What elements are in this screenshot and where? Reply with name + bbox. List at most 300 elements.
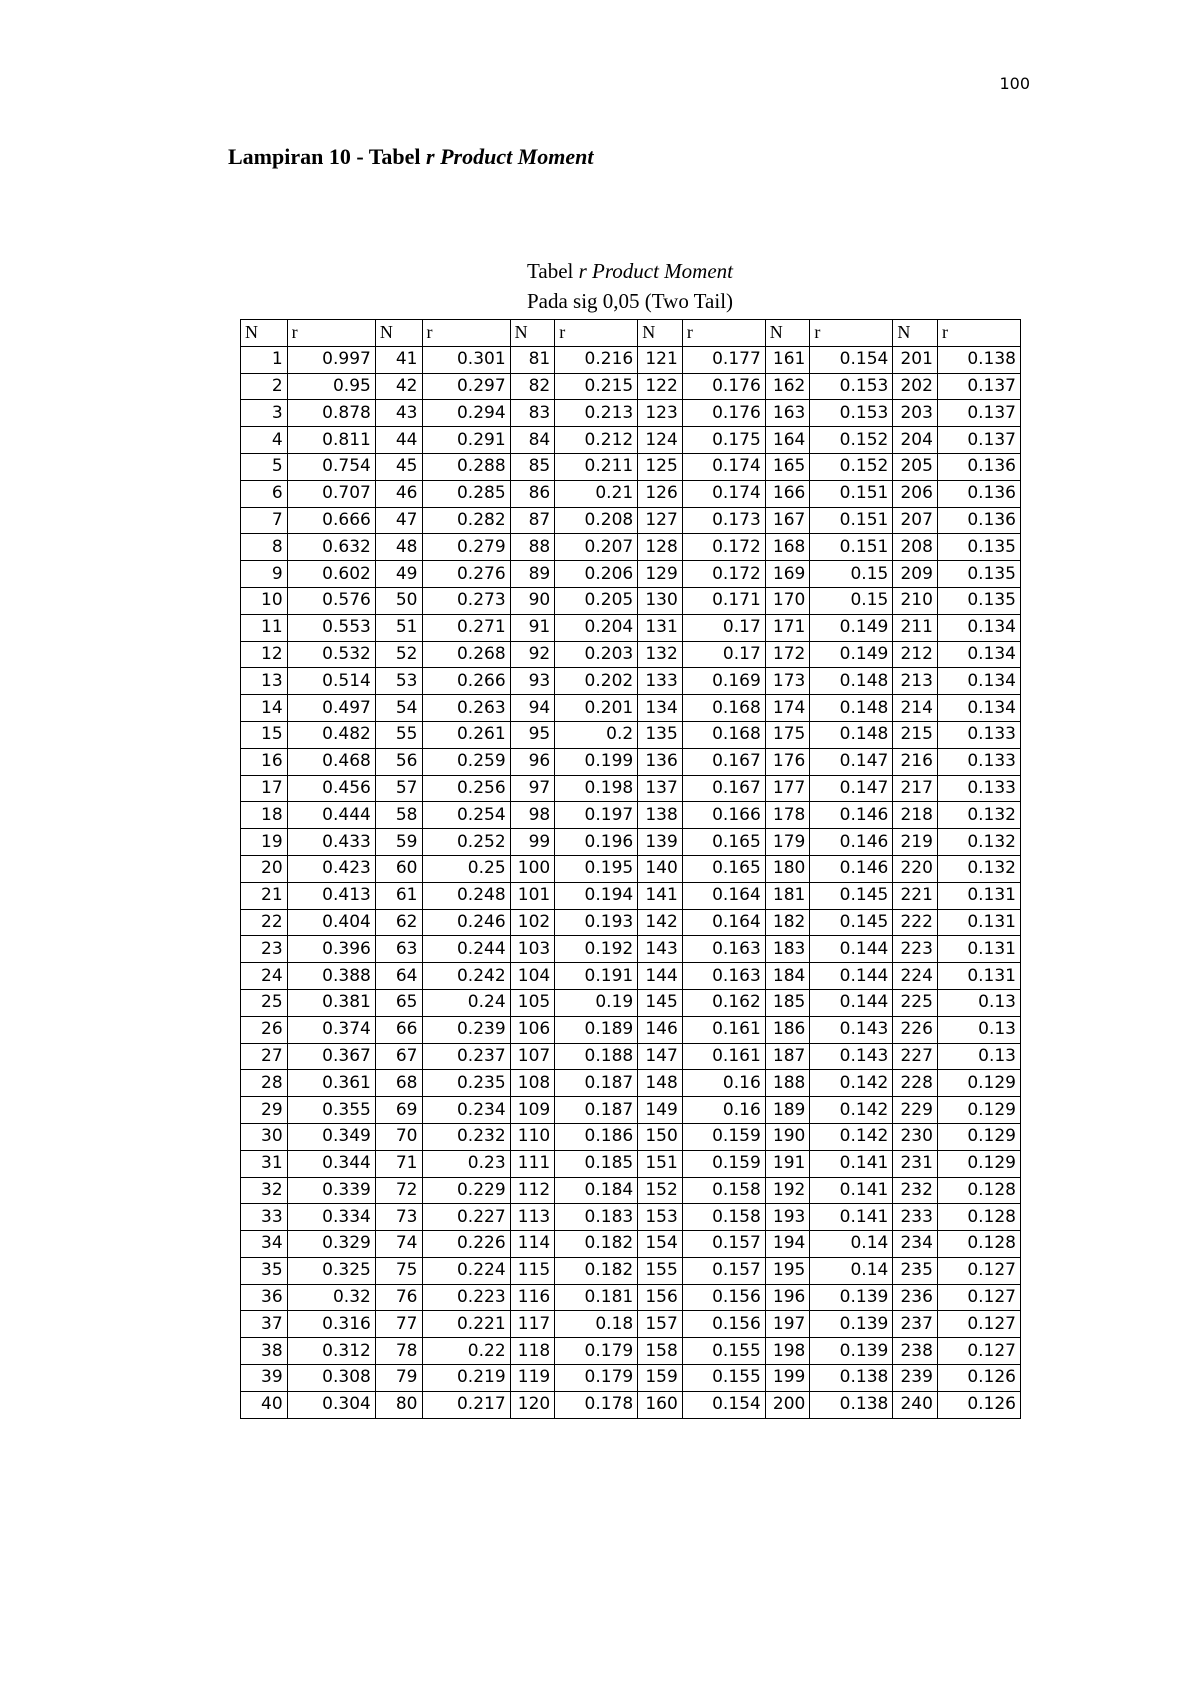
cell-r: 0.164 — [682, 882, 765, 909]
cell-n: 155 — [638, 1257, 683, 1284]
table-row — [241, 963, 1021, 990]
column-header-n: N — [510, 320, 555, 347]
cell-n: 134 — [638, 695, 683, 722]
cell-n: 22 — [241, 909, 288, 936]
cell-n: 228 — [893, 1070, 938, 1097]
cell-n: 179 — [765, 829, 810, 856]
cell-n: 84 — [510, 427, 555, 454]
cell-n: 4 — [241, 427, 288, 454]
cell-r: 0.174 — [682, 453, 765, 480]
cell-n: 219 — [893, 829, 938, 856]
cell-r: 0.133 — [937, 775, 1020, 802]
cell-r: 0.199 — [555, 748, 638, 775]
cell-r: 0.134 — [937, 695, 1020, 722]
cell-r: 0.707 — [287, 480, 375, 507]
cell-r: 0.208 — [555, 507, 638, 534]
cell-n: 79 — [375, 1365, 422, 1392]
cell-r: 0.312 — [287, 1338, 375, 1365]
cell-r: 0.129 — [937, 1150, 1020, 1177]
cell-n: 183 — [765, 936, 810, 963]
cell-r: 0.126 — [937, 1365, 1020, 1392]
cell-r: 0.179 — [555, 1365, 638, 1392]
cell-r: 0.184 — [555, 1177, 638, 1204]
cell-n: 203 — [893, 400, 938, 427]
table-title-prefix: Tabel — [527, 259, 579, 283]
cell-r: 0.183 — [555, 1204, 638, 1231]
cell-n: 13 — [241, 668, 288, 695]
cell-r: 0.144 — [810, 989, 893, 1016]
cell-r: 0.134 — [937, 641, 1020, 668]
cell-n: 229 — [893, 1097, 938, 1124]
cell-r: 0.456 — [287, 775, 375, 802]
cell-r: 0.334 — [287, 1204, 375, 1231]
cell-n: 181 — [765, 882, 810, 909]
cell-n: 225 — [893, 989, 938, 1016]
cell-n: 115 — [510, 1257, 555, 1284]
table-title-italic: r Product Moment — [578, 259, 733, 283]
cell-n: 122 — [638, 373, 683, 400]
cell-r: 0.141 — [810, 1204, 893, 1231]
cell-n: 165 — [765, 453, 810, 480]
cell-r: 0.128 — [937, 1204, 1020, 1231]
cell-n: 129 — [638, 561, 683, 588]
cell-n: 140 — [638, 855, 683, 882]
cell-r: 0.576 — [287, 587, 375, 614]
cell-r: 0.482 — [287, 721, 375, 748]
cell-r: 0.167 — [682, 775, 765, 802]
cell-n: 173 — [765, 668, 810, 695]
cell-n: 94 — [510, 695, 555, 722]
cell-n: 7 — [241, 507, 288, 534]
cell-r: 0.197 — [555, 802, 638, 829]
cell-r: 0.216 — [555, 346, 638, 373]
cell-n: 17 — [241, 775, 288, 802]
cell-r: 0.444 — [287, 802, 375, 829]
cell-n: 139 — [638, 829, 683, 856]
cell-n: 117 — [510, 1311, 555, 1338]
cell-n: 55 — [375, 721, 422, 748]
cell-r: 0.273 — [422, 587, 510, 614]
cell-r: 0.134 — [937, 668, 1020, 695]
cell-n: 213 — [893, 668, 938, 695]
cell-r: 0.158 — [682, 1204, 765, 1231]
cell-n: 109 — [510, 1097, 555, 1124]
cell-r: 0.95 — [287, 373, 375, 400]
cell-r: 0.128 — [937, 1231, 1020, 1258]
table-title-line2: Pada sig 0,05 (Two Tail) — [526, 289, 734, 313]
cell-n: 106 — [510, 1016, 555, 1043]
cell-r: 0.282 — [422, 507, 510, 534]
cell-n: 16 — [241, 748, 288, 775]
table-row — [241, 1123, 1021, 1150]
cell-r: 0.195 — [555, 855, 638, 882]
cell-n: 208 — [893, 534, 938, 561]
cell-n: 186 — [765, 1016, 810, 1043]
cell-n: 40 — [241, 1391, 288, 1418]
cell-n: 182 — [765, 909, 810, 936]
cell-n: 116 — [510, 1284, 555, 1311]
table-row — [241, 1150, 1021, 1177]
cell-r: 0.196 — [555, 829, 638, 856]
cell-r: 0.374 — [287, 1016, 375, 1043]
cell-r: 0.221 — [422, 1311, 510, 1338]
cell-n: 10 — [241, 587, 288, 614]
cell-r: 0.202 — [555, 668, 638, 695]
cell-n: 95 — [510, 721, 555, 748]
cell-n: 112 — [510, 1177, 555, 1204]
cell-n: 44 — [375, 427, 422, 454]
cell-r: 0.141 — [810, 1177, 893, 1204]
cell-r: 0.602 — [287, 561, 375, 588]
cell-n: 187 — [765, 1043, 810, 1070]
cell-r: 0.155 — [682, 1365, 765, 1392]
cell-r: 0.168 — [682, 695, 765, 722]
cell-r: 0.997 — [287, 346, 375, 373]
cell-n: 99 — [510, 829, 555, 856]
cell-r: 0.136 — [937, 480, 1020, 507]
cell-r: 0.15 — [810, 561, 893, 588]
cell-r: 0.128 — [937, 1177, 1020, 1204]
cell-n: 27 — [241, 1043, 288, 1070]
cell-r: 0.165 — [682, 829, 765, 856]
cell-r: 0.154 — [810, 346, 893, 373]
cell-n: 217 — [893, 775, 938, 802]
cell-n: 223 — [893, 936, 938, 963]
cell-n: 23 — [241, 936, 288, 963]
cell-r: 0.129 — [937, 1123, 1020, 1150]
cell-r: 0.344 — [287, 1150, 375, 1177]
cell-r: 0.163 — [682, 936, 765, 963]
cell-n: 59 — [375, 829, 422, 856]
cell-n: 93 — [510, 668, 555, 695]
cell-r: 0.514 — [287, 668, 375, 695]
table-row — [241, 829, 1021, 856]
cell-r: 0.811 — [287, 427, 375, 454]
cell-r: 0.149 — [810, 641, 893, 668]
column-header-n: N — [893, 320, 938, 347]
cell-r: 0.146 — [810, 802, 893, 829]
cell-r: 0.167 — [682, 748, 765, 775]
cell-n: 239 — [893, 1365, 938, 1392]
cell-r: 0.212 — [555, 427, 638, 454]
cell-n: 168 — [765, 534, 810, 561]
table-row — [241, 507, 1021, 534]
cell-n: 194 — [765, 1231, 810, 1258]
cell-n: 174 — [765, 695, 810, 722]
cell-r: 0.266 — [422, 668, 510, 695]
cell-r: 0.191 — [555, 963, 638, 990]
cell-r: 0.131 — [937, 936, 1020, 963]
cell-r: 0.18 — [555, 1311, 638, 1338]
cell-n: 204 — [893, 427, 938, 454]
cell-n: 152 — [638, 1177, 683, 1204]
column-header-n: N — [375, 320, 422, 347]
cell-r: 0.13 — [937, 989, 1020, 1016]
cell-n: 52 — [375, 641, 422, 668]
table-body — [241, 346, 1021, 1418]
cell-r: 0.148 — [810, 695, 893, 722]
cell-n: 166 — [765, 480, 810, 507]
cell-n: 6 — [241, 480, 288, 507]
cell-n: 88 — [510, 534, 555, 561]
cell-n: 104 — [510, 963, 555, 990]
cell-r: 0.21 — [555, 480, 638, 507]
cell-n: 131 — [638, 614, 683, 641]
cell-r: 0.161 — [682, 1043, 765, 1070]
cell-n: 169 — [765, 561, 810, 588]
cell-n: 158 — [638, 1338, 683, 1365]
cell-r: 0.276 — [422, 561, 510, 588]
cell-r: 0.217 — [422, 1391, 510, 1418]
cell-n: 86 — [510, 480, 555, 507]
cell-r: 0.237 — [422, 1043, 510, 1070]
cell-r: 0.188 — [555, 1043, 638, 1070]
cell-r: 0.146 — [810, 855, 893, 882]
cell-n: 195 — [765, 1257, 810, 1284]
cell-r: 0.143 — [810, 1016, 893, 1043]
cell-n: 26 — [241, 1016, 288, 1043]
cell-r: 0.198 — [555, 775, 638, 802]
cell-n: 69 — [375, 1097, 422, 1124]
cell-n: 54 — [375, 695, 422, 722]
cell-r: 0.151 — [810, 507, 893, 534]
cell-r: 0.132 — [937, 829, 1020, 856]
cell-r: 0.203 — [555, 641, 638, 668]
cell-r: 0.159 — [682, 1150, 765, 1177]
cell-n: 170 — [765, 587, 810, 614]
cell-r: 0.285 — [422, 480, 510, 507]
cell-n: 148 — [638, 1070, 683, 1097]
table-row — [241, 1257, 1021, 1284]
cell-r: 0.232 — [422, 1123, 510, 1150]
cell-r: 0.297 — [422, 373, 510, 400]
column-header-r: r — [555, 320, 638, 347]
cell-n: 87 — [510, 507, 555, 534]
cell-r: 0.17 — [682, 614, 765, 641]
cell-n: 234 — [893, 1231, 938, 1258]
cell-n: 34 — [241, 1231, 288, 1258]
cell-r: 0.185 — [555, 1150, 638, 1177]
cell-r: 0.133 — [937, 721, 1020, 748]
table-row — [241, 1177, 1021, 1204]
cell-r: 0.206 — [555, 561, 638, 588]
table-row — [241, 346, 1021, 373]
cell-r: 0.252 — [422, 829, 510, 856]
cell-r: 0.355 — [287, 1097, 375, 1124]
cell-r: 0.152 — [810, 427, 893, 454]
cell-n: 113 — [510, 1204, 555, 1231]
cell-r: 0.16 — [682, 1070, 765, 1097]
cell-r: 0.396 — [287, 936, 375, 963]
cell-n: 33 — [241, 1204, 288, 1231]
cell-n: 137 — [638, 775, 683, 802]
cell-r: 0.179 — [555, 1338, 638, 1365]
cell-r: 0.136 — [937, 453, 1020, 480]
cell-n: 50 — [375, 587, 422, 614]
cell-r: 0.223 — [422, 1284, 510, 1311]
cell-r: 0.211 — [555, 453, 638, 480]
cell-r: 0.153 — [810, 400, 893, 427]
cell-n: 30 — [241, 1123, 288, 1150]
cell-r: 0.242 — [422, 963, 510, 990]
cell-r: 0.308 — [287, 1365, 375, 1392]
cell-n: 108 — [510, 1070, 555, 1097]
cell-r: 0.143 — [810, 1043, 893, 1070]
cell-r: 0.139 — [810, 1311, 893, 1338]
cell-n: 76 — [375, 1284, 422, 1311]
cell-n: 220 — [893, 855, 938, 882]
cell-n: 191 — [765, 1150, 810, 1177]
cell-r: 0.139 — [810, 1284, 893, 1311]
cell-r: 0.145 — [810, 909, 893, 936]
cell-r: 0.189 — [555, 1016, 638, 1043]
cell-r: 0.329 — [287, 1231, 375, 1258]
cell-r: 0.291 — [422, 427, 510, 454]
cell-r: 0.127 — [937, 1338, 1020, 1365]
table-row — [241, 561, 1021, 588]
cell-r: 0.367 — [287, 1043, 375, 1070]
cell-n: 180 — [765, 855, 810, 882]
cell-r: 0.294 — [422, 400, 510, 427]
cell-n: 56 — [375, 748, 422, 775]
table-row — [241, 989, 1021, 1016]
cell-n: 15 — [241, 721, 288, 748]
column-header-r: r — [287, 320, 375, 347]
cell-r: 0.15 — [810, 587, 893, 614]
table-row — [241, 775, 1021, 802]
cell-r: 0.155 — [682, 1338, 765, 1365]
cell-n: 128 — [638, 534, 683, 561]
cell-r: 0.137 — [937, 400, 1020, 427]
cell-r: 0.146 — [810, 829, 893, 856]
cell-r: 0.497 — [287, 695, 375, 722]
cell-n: 163 — [765, 400, 810, 427]
cell-n: 83 — [510, 400, 555, 427]
cell-r: 0.175 — [682, 427, 765, 454]
cell-r: 0.137 — [937, 373, 1020, 400]
cell-n: 77 — [375, 1311, 422, 1338]
cell-n: 121 — [638, 346, 683, 373]
table-row — [241, 1338, 1021, 1365]
cell-r: 0.144 — [810, 963, 893, 990]
cell-n: 160 — [638, 1391, 683, 1418]
cell-r: 0.205 — [555, 587, 638, 614]
cell-n: 188 — [765, 1070, 810, 1097]
cell-n: 196 — [765, 1284, 810, 1311]
table-row — [241, 641, 1021, 668]
cell-r: 0.151 — [810, 534, 893, 561]
cell-n: 157 — [638, 1311, 683, 1338]
cell-r: 0.13 — [937, 1043, 1020, 1070]
cell-r: 0.19 — [555, 989, 638, 1016]
cell-n: 5 — [241, 453, 288, 480]
cell-n: 210 — [893, 587, 938, 614]
cell-r: 0.316 — [287, 1311, 375, 1338]
cell-r: 0.148 — [810, 721, 893, 748]
cell-r: 0.149 — [810, 614, 893, 641]
cell-n: 130 — [638, 587, 683, 614]
cell-n: 145 — [638, 989, 683, 1016]
cell-n: 90 — [510, 587, 555, 614]
cell-n: 202 — [893, 373, 938, 400]
cell-n: 127 — [638, 507, 683, 534]
table-row — [241, 480, 1021, 507]
cell-r: 0.176 — [682, 373, 765, 400]
table-row — [241, 1365, 1021, 1392]
cell-r: 0.235 — [422, 1070, 510, 1097]
cell-r: 0.147 — [810, 748, 893, 775]
table-row — [241, 614, 1021, 641]
cell-n: 198 — [765, 1338, 810, 1365]
cell-r: 0.254 — [422, 802, 510, 829]
cell-n: 175 — [765, 721, 810, 748]
cell-r: 0.187 — [555, 1070, 638, 1097]
table-row — [241, 748, 1021, 775]
cell-r: 0.207 — [555, 534, 638, 561]
cell-r: 0.138 — [937, 346, 1020, 373]
cell-n: 149 — [638, 1097, 683, 1124]
cell-n: 63 — [375, 936, 422, 963]
cell-n: 3 — [241, 400, 288, 427]
cell-r: 0.147 — [810, 775, 893, 802]
cell-n: 167 — [765, 507, 810, 534]
cell-n: 64 — [375, 963, 422, 990]
cell-n: 46 — [375, 480, 422, 507]
cell-r: 0.156 — [682, 1284, 765, 1311]
cell-r: 0.151 — [810, 480, 893, 507]
cell-n: 171 — [765, 614, 810, 641]
cell-n: 41 — [375, 346, 422, 373]
cell-r: 0.129 — [937, 1070, 1020, 1097]
column-header-r: r — [682, 320, 765, 347]
cell-n: 57 — [375, 775, 422, 802]
cell-n: 184 — [765, 963, 810, 990]
cell-n: 123 — [638, 400, 683, 427]
column-header-n: N — [765, 320, 810, 347]
cell-n: 38 — [241, 1338, 288, 1365]
cell-r: 0.423 — [287, 855, 375, 882]
cell-n: 14 — [241, 695, 288, 722]
cell-r: 0.16 — [682, 1097, 765, 1124]
cell-n: 8 — [241, 534, 288, 561]
cell-r: 0.192 — [555, 936, 638, 963]
cell-n: 37 — [241, 1311, 288, 1338]
cell-n: 103 — [510, 936, 555, 963]
cell-n: 197 — [765, 1311, 810, 1338]
cell-r: 0.136 — [937, 507, 1020, 534]
cell-n: 81 — [510, 346, 555, 373]
cell-n: 192 — [765, 1177, 810, 1204]
cell-r: 0.154 — [682, 1391, 765, 1418]
table-row — [241, 668, 1021, 695]
cell-r: 0.171 — [682, 587, 765, 614]
cell-r: 0.413 — [287, 882, 375, 909]
cell-n: 226 — [893, 1016, 938, 1043]
cell-r: 0.169 — [682, 668, 765, 695]
cell-r: 0.161 — [682, 1016, 765, 1043]
cell-r: 0.134 — [937, 614, 1020, 641]
cell-n: 231 — [893, 1150, 938, 1177]
cell-n: 12 — [241, 641, 288, 668]
cell-r: 0.279 — [422, 534, 510, 561]
cell-n: 164 — [765, 427, 810, 454]
cell-r: 0.246 — [422, 909, 510, 936]
cell-r: 0.135 — [937, 587, 1020, 614]
cell-n: 72 — [375, 1177, 422, 1204]
cell-n: 209 — [893, 561, 938, 588]
cell-r: 0.153 — [810, 373, 893, 400]
cell-r: 0.187 — [555, 1097, 638, 1124]
